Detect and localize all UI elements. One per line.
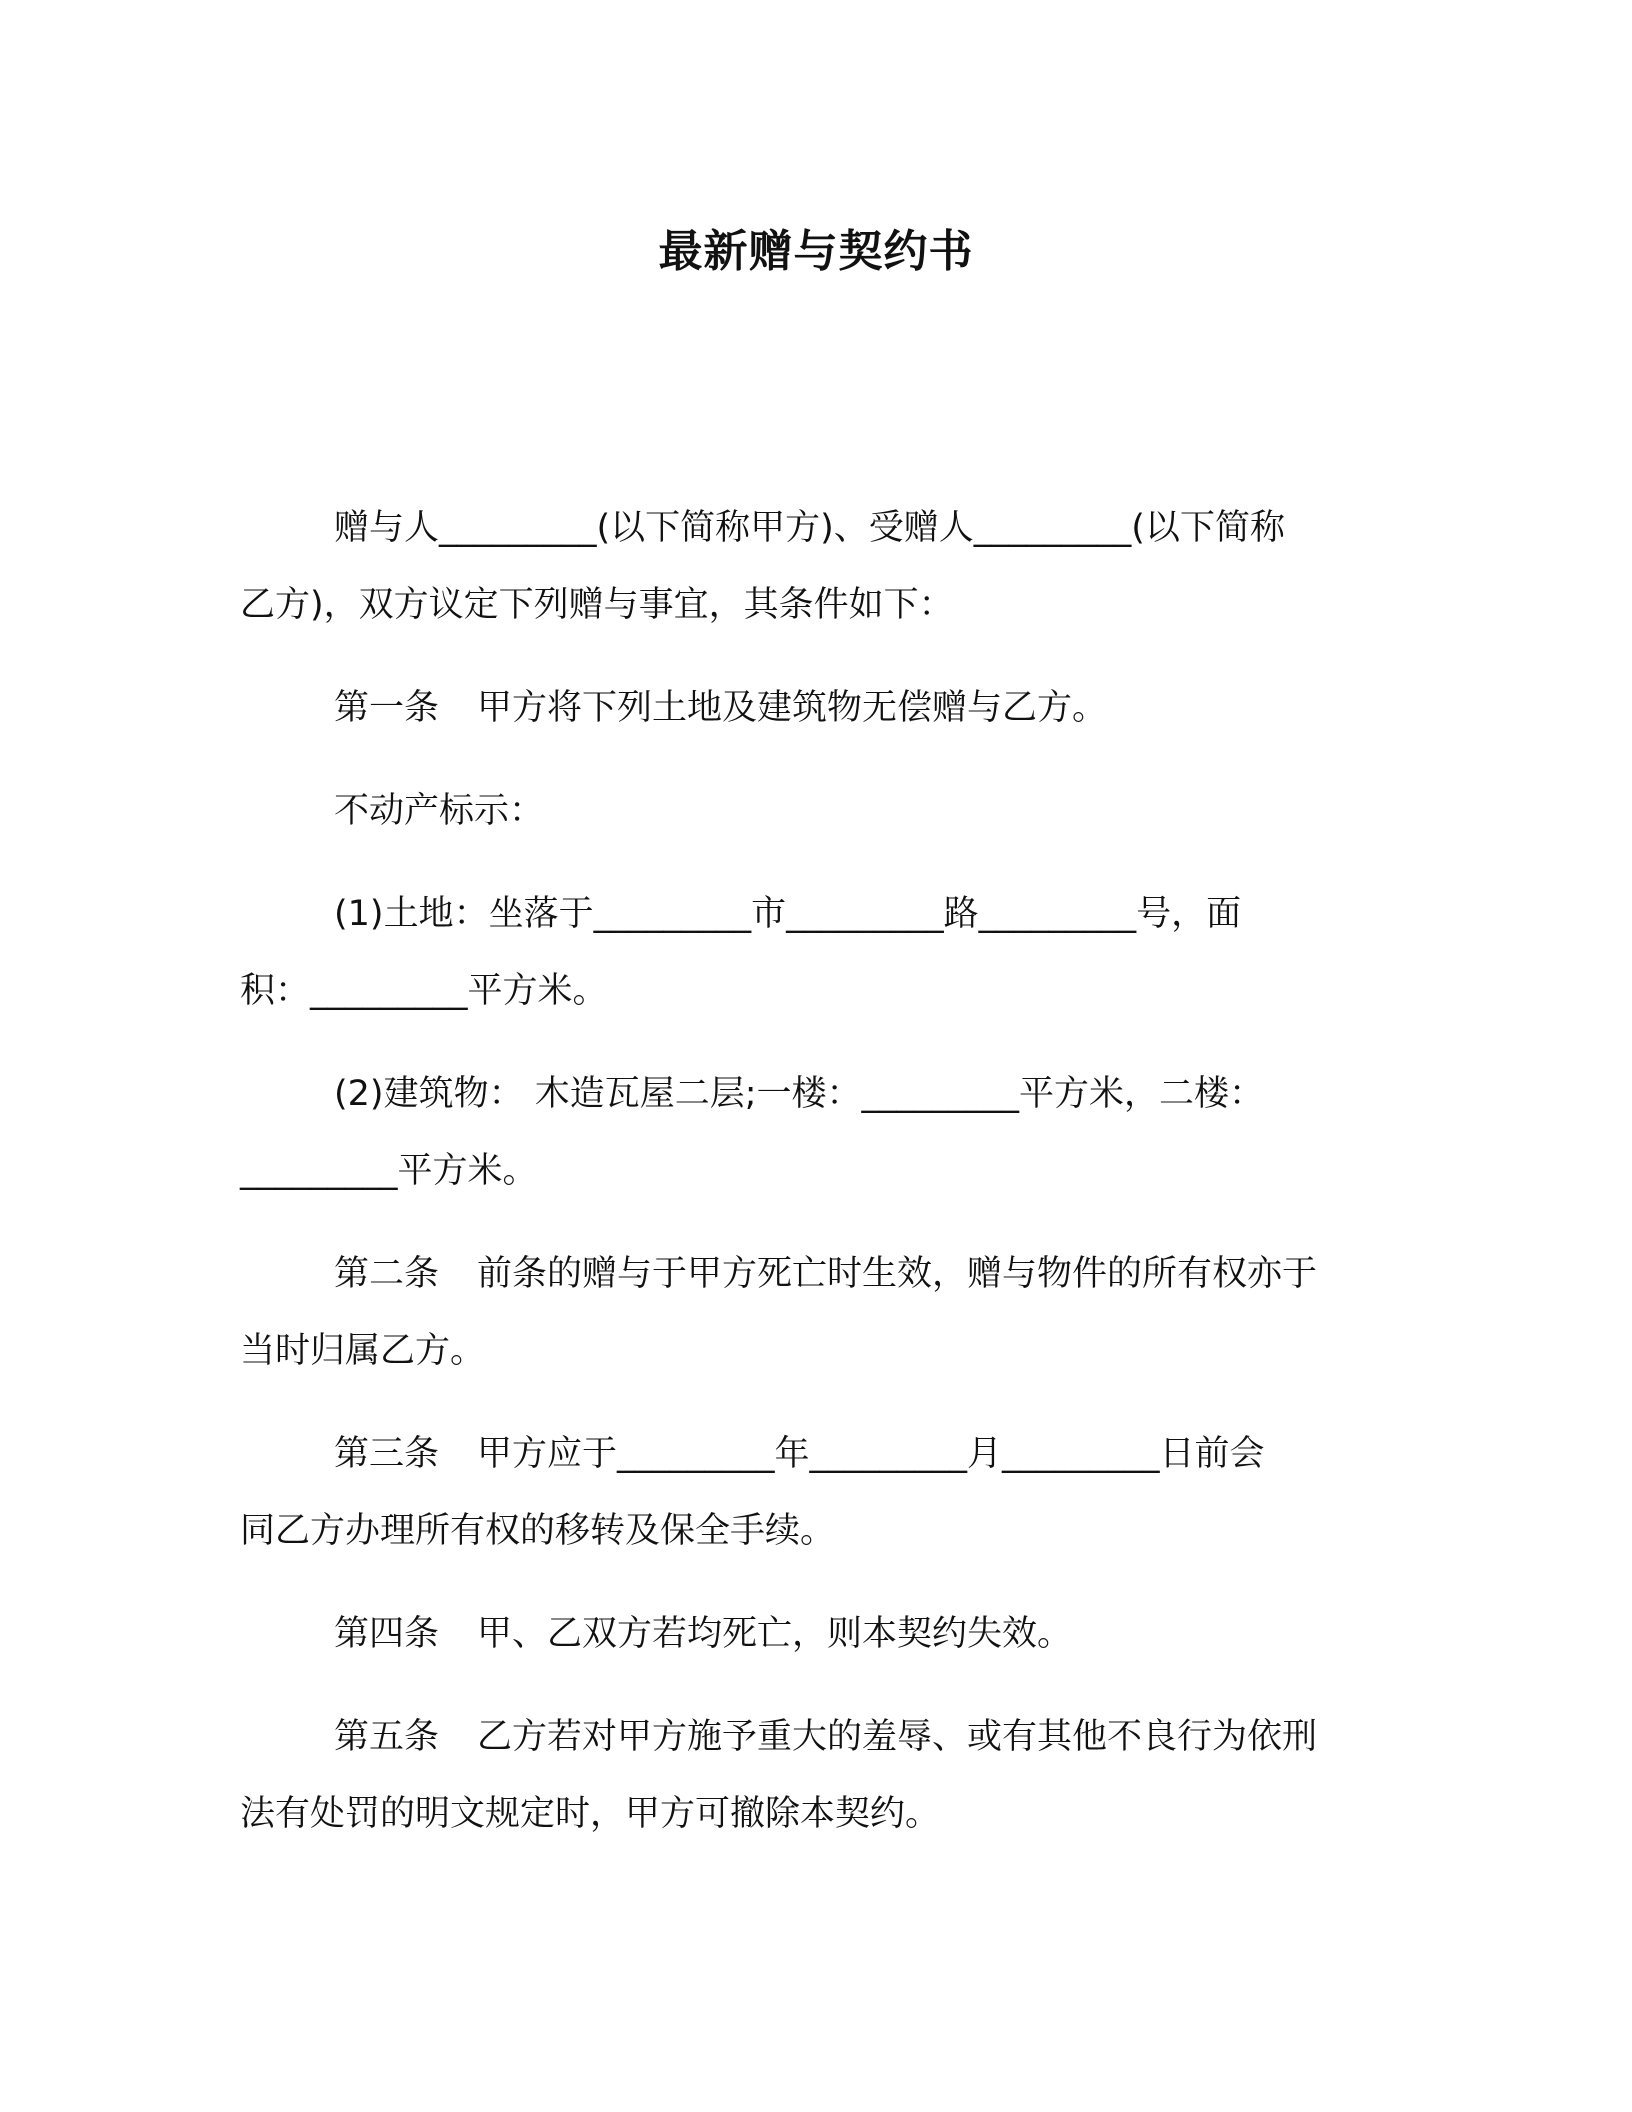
property-heading-paragraph bbox=[240, 773, 1380, 850]
article-number: 第一条 bbox=[334, 688, 440, 728]
article-1-paragraph bbox=[240, 670, 1380, 747]
article-text: 前条的赠与于甲方死亡时生效，赠与物件的所有权亦于 bbox=[477, 1254, 1318, 1294]
paragraph-line bbox=[240, 1236, 1380, 1313]
paragraph-line: 不动产标示： bbox=[334, 791, 545, 831]
paragraph-line bbox=[240, 1596, 1380, 1673]
article-5-paragraph bbox=[240, 1699, 1380, 1853]
article-4-paragraph bbox=[240, 1596, 1380, 1673]
paragraph-line: 当时归属乙方。 bbox=[240, 1331, 486, 1371]
paragraph-line: (2)建筑物： 木造瓦屋二层;一楼：_________平方米，二楼： bbox=[334, 1074, 1264, 1114]
paragraph-line bbox=[240, 1699, 1380, 1776]
article-text: 甲方应于_________年_________月_________日前会 bbox=[477, 1434, 1265, 1474]
article-2-paragraph bbox=[240, 1236, 1380, 1390]
paragraph-line: 法有处罚的明文规定时，甲方可撤除本契约。 bbox=[240, 1794, 941, 1834]
paragraph-line bbox=[240, 1416, 1380, 1493]
article-text: 甲、乙双方若均死亡，则本契约失效。 bbox=[477, 1614, 1073, 1654]
building-item-paragraph bbox=[240, 1056, 1380, 1210]
document-body bbox=[240, 490, 1380, 1879]
article-number: 第四条 bbox=[334, 1614, 440, 1654]
paragraph-line: 积：_________平方米。 bbox=[240, 971, 608, 1011]
paragraph-line: 乙方)，双方议定下列赠与事宜，其条件如下： bbox=[240, 585, 954, 625]
article-number: 第三条 bbox=[334, 1434, 440, 1474]
paragraph-line: _________平方米。 bbox=[240, 1151, 538, 1191]
paragraph-line: 赠与人_________(以下简称甲方)、受赠人_________(以下简称 bbox=[334, 508, 1285, 548]
document-title: 最新赠与契约书 bbox=[658, 226, 974, 277]
article-number: 第二条 bbox=[334, 1254, 440, 1294]
article-number: 第五条 bbox=[334, 1717, 440, 1757]
paragraph-line: (1)土地：坐落于_________市_________路_________号，面 bbox=[334, 894, 1242, 934]
article-text: 甲方将下列土地及建筑物无偿赠与乙方。 bbox=[477, 688, 1108, 728]
paragraph-line bbox=[240, 670, 1380, 747]
intro-paragraph bbox=[240, 490, 1380, 644]
paragraph-line: 同乙方办理所有权的移转及保全手续。 bbox=[240, 1511, 836, 1551]
land-item-paragraph bbox=[240, 876, 1380, 1030]
article-3-paragraph bbox=[240, 1416, 1380, 1570]
article-text: 乙方若对甲方施予重大的羞辱、或有其他不良行为依刑 bbox=[477, 1717, 1318, 1757]
